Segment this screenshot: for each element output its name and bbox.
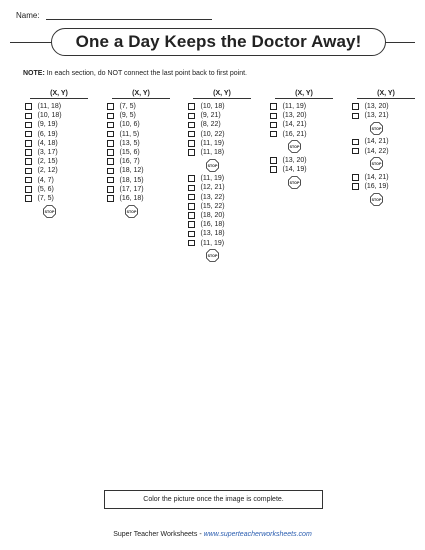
point-column xyxy=(25,90,88,220)
point-row xyxy=(188,111,251,120)
column-header: (X, Y) xyxy=(193,90,251,99)
point-checkbox[interactable] xyxy=(352,148,359,155)
point-checkbox[interactable] xyxy=(25,113,32,120)
point-row xyxy=(270,130,333,139)
point-text: (7, 5) xyxy=(37,194,54,202)
column-header: (X, Y) xyxy=(30,90,88,99)
point-checkbox[interactable] xyxy=(25,103,32,110)
point-column xyxy=(270,90,333,191)
point-text: (11, 18) xyxy=(200,149,225,157)
point-row xyxy=(188,174,251,183)
point-checkbox[interactable] xyxy=(188,231,195,238)
point-row xyxy=(25,185,88,194)
point-text: (11, 18) xyxy=(37,103,62,111)
point-text: (16, 21) xyxy=(282,130,307,138)
stop-label: STOP xyxy=(289,145,300,150)
point-row xyxy=(352,173,415,182)
footer-instruction-box xyxy=(104,490,323,509)
point-checkbox[interactable] xyxy=(188,122,195,129)
point-text: (15, 6) xyxy=(119,149,140,157)
stop-label: STOP xyxy=(371,126,382,131)
stop-label: STOP xyxy=(371,162,382,167)
stop-sign-icon xyxy=(370,193,383,206)
point-checkbox[interactable] xyxy=(107,131,114,138)
page-title: One a Day Keeps the Doctor Away! xyxy=(51,28,386,56)
point-checkbox[interactable] xyxy=(188,131,195,138)
point-checkbox[interactable] xyxy=(270,157,277,164)
point-column xyxy=(352,90,415,208)
footer-instruction: Color the picture once the image is complete. xyxy=(143,496,284,503)
stop-label: STOP xyxy=(126,209,137,214)
point-checkbox[interactable] xyxy=(107,149,114,156)
column-header: (X, Y) xyxy=(112,90,170,99)
credit-line xyxy=(0,531,425,538)
point-text: (13, 20) xyxy=(282,112,307,120)
point-checkbox[interactable] xyxy=(188,113,195,120)
point-row xyxy=(270,156,333,165)
point-checkbox[interactable] xyxy=(107,122,114,129)
stop-sign-icon xyxy=(125,205,138,218)
point-text: (13, 21) xyxy=(364,112,389,120)
point-row xyxy=(25,148,88,157)
point-checkbox[interactable] xyxy=(352,183,359,190)
point-checkbox[interactable] xyxy=(25,186,32,193)
point-row xyxy=(107,120,170,129)
point-row xyxy=(25,102,88,111)
point-checkbox[interactable] xyxy=(270,103,277,110)
credit-separator: - xyxy=(197,531,204,538)
point-text: (14, 19) xyxy=(282,166,307,174)
point-row xyxy=(352,137,415,146)
point-text: (15, 22) xyxy=(200,202,225,210)
point-text: (5, 6) xyxy=(37,185,54,193)
title-banner xyxy=(10,27,415,57)
point-text: (17, 17) xyxy=(119,185,144,193)
point-row xyxy=(270,120,333,129)
point-row xyxy=(107,102,170,111)
point-row xyxy=(352,111,415,120)
point-row xyxy=(25,139,88,148)
point-checkbox[interactable] xyxy=(107,140,114,147)
point-text: (14, 21) xyxy=(364,138,389,146)
point-row xyxy=(270,111,333,120)
point-checkbox[interactable] xyxy=(352,103,359,110)
point-checkbox[interactable] xyxy=(107,177,114,184)
point-checkbox[interactable] xyxy=(107,113,114,120)
point-text: (14, 21) xyxy=(282,121,307,129)
point-checkbox[interactable] xyxy=(188,221,195,228)
point-text: (4, 7) xyxy=(37,176,54,184)
point-text: (9, 5) xyxy=(119,112,136,120)
point-row xyxy=(188,229,251,238)
point-checkbox[interactable] xyxy=(188,185,195,192)
point-checkbox[interactable] xyxy=(25,131,32,138)
point-text: (14, 21) xyxy=(364,173,389,181)
point-text: (16, 18) xyxy=(119,194,144,202)
point-checkbox[interactable] xyxy=(270,166,277,173)
point-checkbox[interactable] xyxy=(25,158,32,165)
stop-sign-icon xyxy=(206,159,219,172)
point-checkbox[interactable] xyxy=(188,203,195,210)
point-row xyxy=(25,176,88,185)
point-checkbox[interactable] xyxy=(25,149,32,156)
point-text: (18, 15) xyxy=(119,176,144,184)
point-text: (12, 21) xyxy=(200,184,225,192)
point-checkbox[interactable] xyxy=(352,113,359,120)
point-row xyxy=(25,130,88,139)
point-checkbox[interactable] xyxy=(352,139,359,146)
point-text: (7, 5) xyxy=(119,103,136,111)
point-text: (11, 19) xyxy=(282,103,307,111)
point-row xyxy=(352,102,415,111)
point-checkbox[interactable] xyxy=(25,140,32,147)
point-checkbox[interactable] xyxy=(270,131,277,138)
point-text: (13, 20) xyxy=(364,103,389,111)
stop-sign-icon xyxy=(288,176,301,189)
point-text: (16, 7) xyxy=(119,158,140,166)
point-checkbox[interactable] xyxy=(107,186,114,193)
point-text: (11, 5) xyxy=(119,130,140,138)
stop-sign-icon xyxy=(370,122,383,135)
note-label: NOTE: xyxy=(23,70,45,77)
point-text: (11, 19) xyxy=(200,175,225,183)
point-text: (4, 18) xyxy=(37,139,58,147)
point-row xyxy=(25,120,88,129)
stop-label: STOP xyxy=(44,209,55,214)
point-row xyxy=(188,130,251,139)
point-checkbox[interactable] xyxy=(270,122,277,129)
point-text: (13, 22) xyxy=(200,193,225,201)
note-text: In each section, do NOT connect the last point back to first point. xyxy=(46,70,247,77)
point-row xyxy=(107,157,170,166)
point-row xyxy=(107,130,170,139)
stop-label: STOP xyxy=(289,180,300,185)
stop-sign-icon xyxy=(288,140,301,153)
note xyxy=(23,70,247,77)
point-text: (8, 22) xyxy=(200,121,221,129)
point-row xyxy=(270,165,333,174)
point-row xyxy=(188,220,251,229)
point-row xyxy=(107,166,170,175)
point-row xyxy=(25,157,88,166)
point-row xyxy=(25,111,88,120)
point-row xyxy=(25,166,88,175)
point-row xyxy=(188,193,251,202)
credit-url[interactable]: www.superteacherworksheets.com xyxy=(203,531,312,538)
point-row xyxy=(188,238,251,247)
point-row xyxy=(107,194,170,203)
stop-label: STOP xyxy=(371,197,382,202)
point-column xyxy=(107,90,170,220)
point-checkbox[interactable] xyxy=(188,149,195,156)
stop-sign-icon xyxy=(370,157,383,170)
name-line xyxy=(46,19,212,20)
point-row xyxy=(188,102,251,111)
point-text: (14, 22) xyxy=(364,147,389,155)
point-checkbox[interactable] xyxy=(25,122,32,129)
point-checkbox[interactable] xyxy=(270,113,277,120)
point-checkbox[interactable] xyxy=(107,103,114,110)
point-row xyxy=(188,183,251,192)
point-row xyxy=(352,182,415,191)
point-text: (11, 19) xyxy=(200,139,225,147)
column-header: (X, Y) xyxy=(357,90,415,99)
point-checkbox[interactable] xyxy=(107,195,114,202)
point-row xyxy=(188,148,251,157)
point-text: (10, 18) xyxy=(37,112,62,120)
stop-sign-icon xyxy=(43,205,56,218)
name-label: Name: xyxy=(16,11,40,20)
point-checkbox[interactable] xyxy=(352,174,359,181)
stop-sign-icon xyxy=(206,249,219,262)
point-row xyxy=(188,211,251,220)
point-text: (2, 12) xyxy=(37,167,58,175)
point-text: (18, 12) xyxy=(119,167,144,175)
point-checkbox[interactable] xyxy=(188,212,195,219)
point-checkbox[interactable] xyxy=(188,240,195,247)
point-checkbox[interactable] xyxy=(107,158,114,165)
point-text: (10, 18) xyxy=(200,103,225,111)
point-checkbox[interactable] xyxy=(188,194,195,201)
point-row xyxy=(107,176,170,185)
point-text: (9, 19) xyxy=(37,121,58,129)
point-checkbox[interactable] xyxy=(188,140,195,147)
point-row xyxy=(270,102,333,111)
stop-label: STOP xyxy=(207,163,218,168)
point-checkbox[interactable] xyxy=(188,175,195,182)
point-text: (16, 19) xyxy=(364,183,389,191)
point-text: (10, 22) xyxy=(200,130,225,138)
point-row xyxy=(188,120,251,129)
point-row xyxy=(107,111,170,120)
point-checkbox[interactable] xyxy=(25,168,32,175)
column-header: (X, Y) xyxy=(275,90,333,99)
point-column xyxy=(188,90,251,265)
point-text: (3, 17) xyxy=(37,149,58,157)
point-row xyxy=(352,147,415,156)
point-text: (6, 19) xyxy=(37,130,58,138)
point-row xyxy=(107,139,170,148)
point-text: (13, 5) xyxy=(119,139,140,147)
point-row xyxy=(107,185,170,194)
point-row xyxy=(107,148,170,157)
point-text: (18, 20) xyxy=(200,211,225,219)
point-text: (11, 19) xyxy=(200,239,225,247)
point-row xyxy=(25,194,88,203)
point-row xyxy=(188,139,251,148)
point-checkbox[interactable] xyxy=(25,195,32,202)
stop-label: STOP xyxy=(207,254,218,259)
point-checkbox[interactable] xyxy=(107,168,114,175)
point-text: (2, 15) xyxy=(37,158,58,166)
point-text: (13, 20) xyxy=(282,156,307,164)
point-text: (13, 18) xyxy=(200,230,225,238)
point-text: (16, 18) xyxy=(200,221,225,229)
point-text: (10, 6) xyxy=(119,121,140,129)
point-row xyxy=(188,202,251,211)
point-checkbox[interactable] xyxy=(25,177,32,184)
point-text: (9, 21) xyxy=(200,112,221,120)
point-checkbox[interactable] xyxy=(188,103,195,110)
credit-site-name: Super Teacher Worksheets xyxy=(113,531,198,538)
